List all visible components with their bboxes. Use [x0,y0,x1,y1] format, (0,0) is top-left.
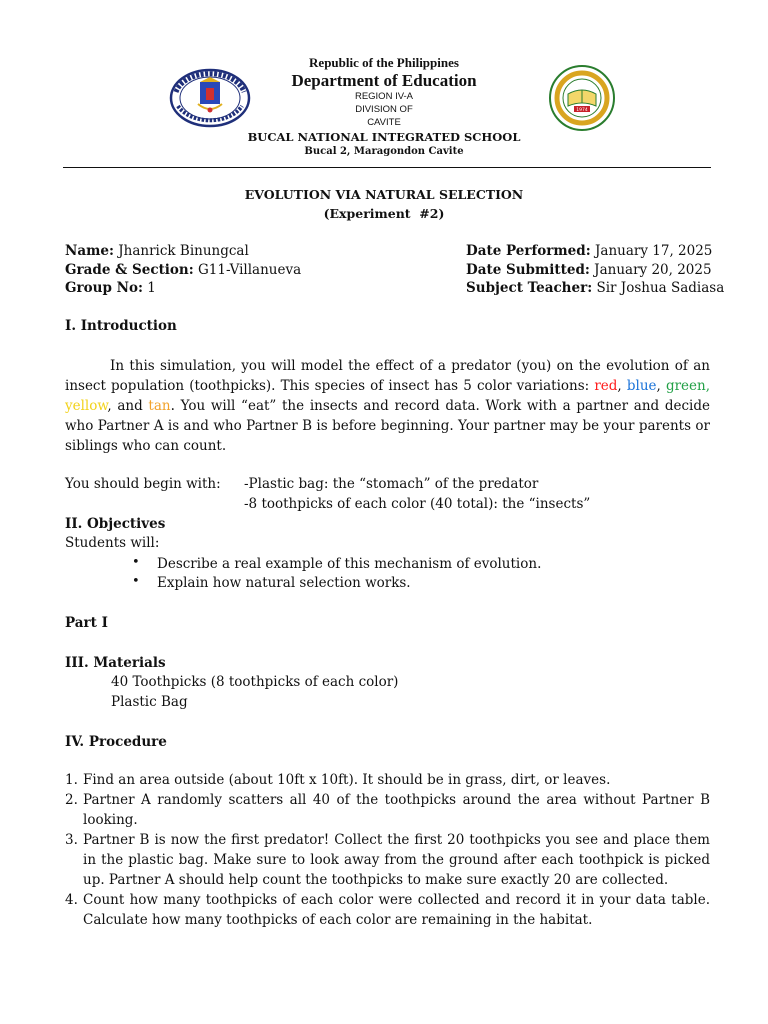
republic-line: Republic of the Philippines [309,55,459,70]
color-red-word: red [594,378,618,394]
color-green-word: green, [665,378,710,394]
begin-item-toothpicks: -8 toothpicks of each color (40 total): the “insects” [244,496,591,512]
materials-heading: III. Materials [65,655,166,671]
color-tan-word: tan [148,398,171,414]
department-line: Department of Education [291,71,477,90]
introduction-heading: I. Introduction [65,318,177,334]
procedure-step: 4. Count how many toothpicks of each color were collected and record it in your data table. Calculate how many toothpicks of each color are remaining in the habitat. [65,892,710,928]
province-line: CAVITE [367,117,401,128]
material-item: 40 Toothpicks (8 toothpicks of each color) [111,674,399,690]
procedure-step: 3. Partner B is now the first predator! Collect the first 20 toothpicks you see and place them in the plastic bag. Make sure to look away from the ground after each toothpick is picked up. Partner A should help count the toothpicks to make sure exactly 20 are collected. [65,832,710,888]
procedure-list [65,770,710,930]
color-blue-word: blue [626,378,657,394]
region-line: REGION IV-A [354,91,414,102]
objectives-heading: II. Objectives [65,516,166,532]
begin-item-bag: -Plastic bag: the “stomach” of the predator [244,476,539,492]
grade-field: Grade & Section: G11-Villanueva [65,262,302,278]
school-name: BUCAL NATIONAL INTEGRATED SCHOOL [247,130,521,144]
division-line: DIVISION OF [355,104,413,115]
objectives-lead: Students will: [65,535,160,551]
objective-item: Describe a real example of this mechanism of evolution. [157,556,542,572]
group-field: Group No: 1 [65,280,156,296]
introduction-paragraph: In this simulation, you will model the effect of a predator (you) on the evolution of an insect population (toothpicks). This species of insect has 5 color variations: red, blue, green, yellow, and tan. You will “eat” the insects and record data. Work with a partner and decide who Partner A is and who Partner B is before beginning. Your partner may be your parents or siblings who can count. [65,358,710,454]
date-submitted-field: Date Submitted: January 20, 2025 [466,262,712,278]
teacher-field: Subject Teacher: Sir Joshua Sadiasa [466,280,725,296]
color-yellow-word: yellow [65,398,108,414]
document-title: EVOLUTION VIA NATURAL SELECTION [244,187,524,202]
seal-year: 1974 [576,108,588,113]
procedure-heading: IV. Procedure [65,734,167,750]
bullet-icon: • [132,574,140,589]
bullet-icon: • [132,555,140,570]
begin-with-lead: You should begin with: [65,476,225,492]
school-address: Bucal 2, Maragondon Cavite [304,146,464,157]
procedure-step: 1. Find an area outside (about 10ft x 10ft). It should be in grass, dirt, or leaves. [65,772,611,788]
date-performed-field: Date Performed: January 17, 2025 [466,243,713,259]
document-subtitle: (Experiment #2) [323,206,445,221]
part-heading: Part I [65,615,108,631]
material-item: Plastic Bag [111,694,188,710]
name-field: Name: Jhanrick Binungcal [65,243,249,259]
procedure-step: 2. Partner A randomly scatters all 40 of the toothpicks around the area without Partner B looking. [65,792,710,828]
objective-item: Explain how natural selection works. [157,575,411,591]
header-divider [63,167,711,168]
